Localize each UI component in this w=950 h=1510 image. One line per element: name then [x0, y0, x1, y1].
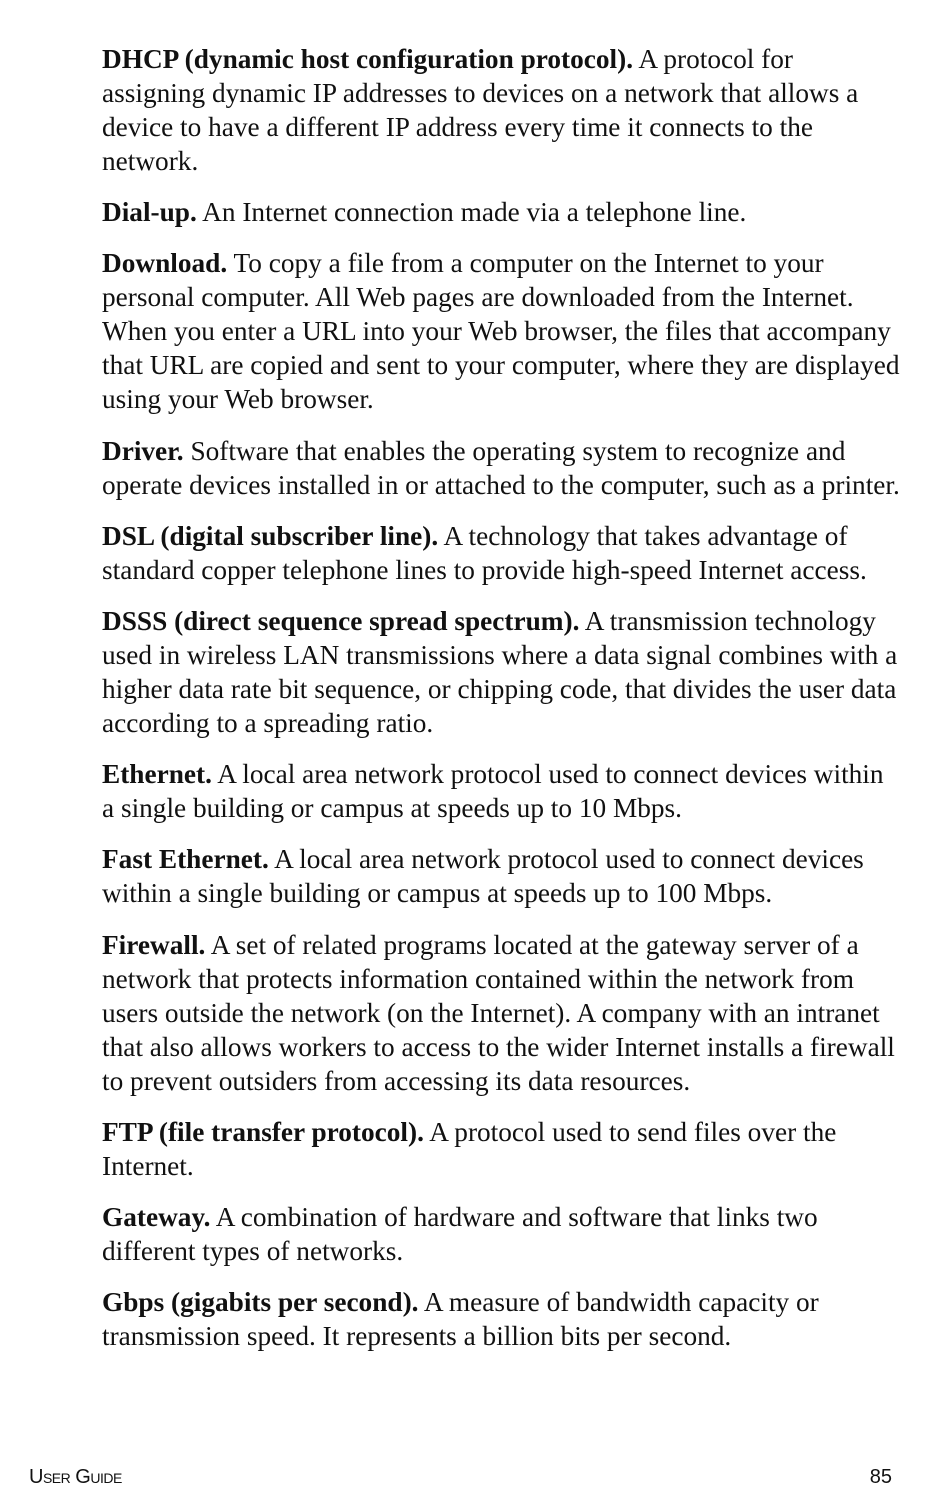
glossary-definition: A measure of bandwidth capacity or transmission speed. It represents a billion bits per second.	[102, 1287, 819, 1352]
glossary-entry-download	[102, 246, 902, 416]
glossary-term: Driver.	[102, 435, 184, 466]
glossary-definition: A protocol used to send files over the Internet.	[102, 1116, 837, 1181]
glossary-entry-dsl	[102, 519, 902, 587]
glossary-entry-gateway	[102, 1200, 902, 1268]
glossary-entry-dsss	[102, 604, 902, 740]
glossary-definition: A transmission technology used in wireless LAN transmissions where a data signal combines with a higher data rate bit sequence, or chipping code, that divides the user data according to a spreading ratio.	[102, 605, 898, 738]
glossary-term: FTP (file transfer protocol).	[102, 1116, 424, 1147]
glossary-term: Dial-up.	[102, 197, 197, 228]
footer-guide-label: User Guide	[29, 1466, 122, 1488]
page-number: 85	[869, 1466, 892, 1488]
glossary-term: Download.	[102, 248, 228, 279]
glossary-entry-gbps	[102, 1285, 902, 1353]
glossary-entry-ftp	[102, 1115, 902, 1183]
glossary-term: DSSS (direct sequence spread spectrum).	[102, 605, 580, 636]
glossary-entry-fast-ethernet	[102, 842, 902, 910]
glossary-definition: An Internet connection made via a telephone line.	[202, 197, 747, 228]
glossary-definition: A local area network protocol used to connect devices within a single building or campus at speeds up to 100 Mbps.	[102, 844, 864, 909]
glossary-entry-ethernet	[102, 757, 902, 825]
glossary-definition: A protocol for assigning dynamic IP addresses to devices on a network that allows a device to have a different IP address every time it connects to the network.	[102, 44, 859, 176]
glossary-term: Fast Ethernet.	[102, 844, 269, 875]
glossary-body	[102, 42, 902, 1370]
glossary-term: Ethernet.	[102, 759, 212, 790]
glossary-entry-dial-up	[102, 195, 902, 229]
glossary-entry-firewall	[102, 928, 902, 1098]
glossary-entry-dhcp	[102, 42, 902, 178]
glossary-term: Firewall.	[102, 929, 206, 960]
glossary-definition: A local area network protocol used to connect devices within a single building or campus at speeds up to 10 Mbps.	[102, 759, 884, 824]
glossary-definition: Software that enables the operating system to recognize and operate devices installed in or attached to the computer, such as a printer.	[102, 435, 900, 500]
page-footer	[29, 1466, 892, 1489]
glossary-definition: To copy a file from a computer on the Internet to your personal computer. All Web pages are downloaded from the Internet. When you enter a URL into your Web browser, the files that accompany that URL are copied and sent to your computer, where they are displayed using your Web browser.	[102, 248, 900, 415]
glossary-term: DSL (digital subscriber line).	[102, 520, 439, 551]
glossary-definition: A set of related programs located at the gateway server of a network that protects information contained within the network from users outside the network (on the Internet). A company with an intranet that also allows workers to access to the wider Internet installs a firewall to prevent outsiders from accessing its data resources.	[102, 929, 895, 1096]
glossary-entry-driver	[102, 434, 902, 502]
glossary-term: DHCP (dynamic host configuration protocol).	[102, 44, 634, 74]
glossary-term: Gateway.	[102, 1201, 211, 1232]
glossary-definition: A technology that takes advantage of standard copper telephone lines to provide high-speed Internet access.	[102, 520, 867, 585]
glossary-term: Gbps (gigabits per second).	[102, 1287, 419, 1318]
glossary-definition: A combination of hardware and software that links two different types of networks.	[102, 1201, 818, 1266]
